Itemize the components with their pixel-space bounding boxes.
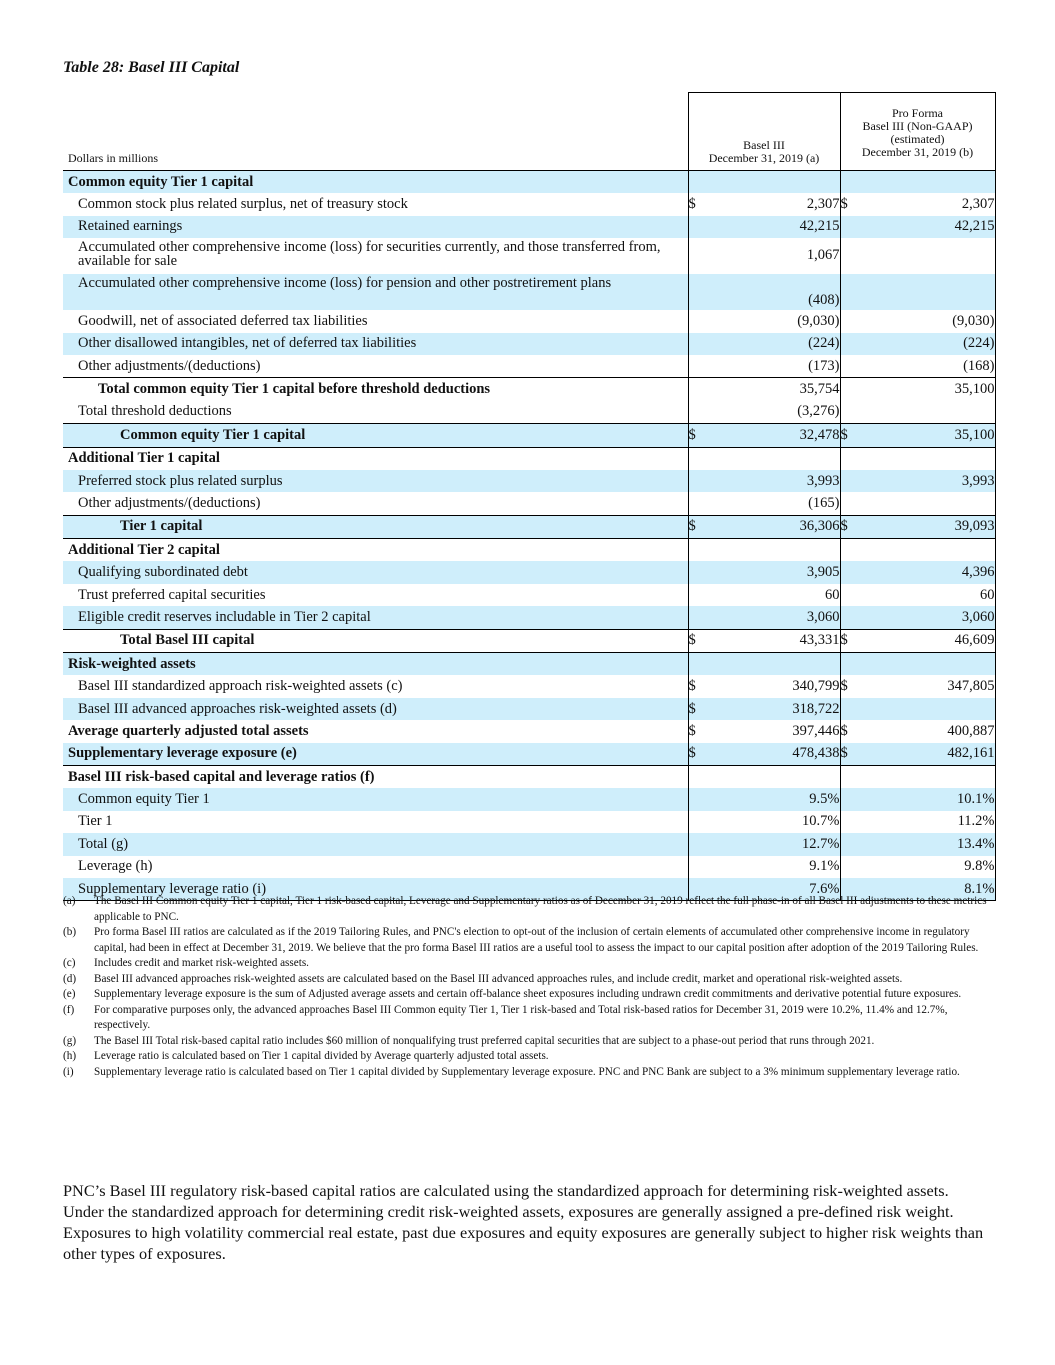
- dollar-sign-col2: [840, 216, 864, 238]
- value-basel-iii: (173): [808, 357, 840, 374]
- table-row: [63, 539, 995, 562]
- dollar-sign-col2: [840, 355, 864, 378]
- dollar-sign-col1: [688, 653, 712, 676]
- footnote-text: Supplementary leverage ratio is calculated based on Tier 1 capital divided by Supplementary leverage exposure. PNC and PNC Bank are subject to a 3% minimum supplementary leverage ratio.: [94, 1065, 960, 1078]
- table-row: [63, 675, 995, 697]
- value-pro-forma: 4,396: [864, 561, 995, 583]
- table-row: [63, 856, 995, 878]
- table-row: [63, 515, 995, 538]
- row-label: Tier 1: [78, 813, 113, 830]
- row-label: Additional Tier 1 capital: [63, 447, 688, 470]
- footnote: [63, 987, 995, 1003]
- header-units-label: Dollars in millions: [68, 151, 158, 165]
- dollar-sign-col1: $: [688, 720, 712, 742]
- row-label: Common equity Tier 1: [63, 788, 688, 810]
- value-basel-iii: 9.5%: [712, 788, 840, 810]
- value-basel-iii: 42,215: [712, 216, 840, 238]
- footnote-text: The Basel III Common equity Tier 1 capital, Tier 1 risk-based capital, Leverage and Supplementary ratios as of December 31, 2019 reflect the full phase-in of all Basel III adjustments to these metrics applicable to PNC.: [94, 895, 987, 923]
- header-basel-iii: Basel III December 31, 2019 (a): [688, 93, 840, 171]
- value-pro-forma: (224): [864, 333, 995, 355]
- value-pro-forma: 400,887: [864, 720, 995, 742]
- value-basel-iii: 32,478: [712, 424, 840, 447]
- row-label: Goodwill, net of associated deferred tax liabilities: [78, 312, 368, 329]
- dollar-sign-col1: [688, 355, 712, 378]
- row-label: Total Basel III capital: [63, 629, 688, 652]
- value-pro-forma: [864, 274, 995, 310]
- value-pro-forma: [864, 698, 995, 720]
- footnote-text: Includes credit and market risk-weighted assets.: [94, 957, 309, 969]
- footnote-text: Supplementary leverage exposure is the sum of Adjusted average assets and certain off-balance sheet exposures including undrawn credit commitments and derivative potential future exposures.: [94, 988, 962, 1000]
- row-label: Preferred stock plus related surplus: [63, 470, 688, 492]
- value-pro-forma: 347,805: [864, 675, 995, 697]
- dollar-sign-col1: $: [688, 424, 712, 447]
- table-row: [63, 238, 995, 274]
- row-label: Other adjustments/(deductions): [78, 357, 261, 374]
- table-row: [63, 653, 995, 676]
- dollar-sign-col2: $: [840, 424, 864, 447]
- row-label: Other disallowed intangibles, net of deferred tax liabilities: [63, 333, 688, 355]
- value-pro-forma: 482,161: [864, 743, 995, 766]
- table-row: [63, 606, 995, 629]
- table-row: [63, 698, 995, 720]
- row-label: Total (g): [63, 833, 688, 855]
- dollar-sign-col2: [840, 653, 864, 676]
- footnote-text: Pro forma Basel III ratios are calculated as if the 2019 Tailoring Rules, and PNC's election to opt-out of the inclusion of certain elements of accumulated other comprehensive income in regulatory capital, had been in effect at December 31, 2019. We believe that the pro forma Basel III ratios are a useful tool to assess the impact to our capital position after adoption of the 2019 Tailoring Rules.: [94, 926, 979, 954]
- footnote: [63, 1034, 995, 1050]
- basel-capital-table: [63, 92, 996, 901]
- dollar-sign-col2: $: [840, 629, 864, 652]
- footnote-key: (d): [63, 972, 77, 985]
- footnote-text: Leverage ratio is calculated based on Tier 1 capital divided by Average quarterly adjusted total assets.: [94, 1050, 549, 1062]
- value-basel-iii: 397,446: [792, 722, 840, 739]
- dollar-sign-col1: [688, 539, 712, 562]
- footnote-key: (h): [63, 1050, 77, 1062]
- dollar-sign-col2: $: [840, 515, 864, 538]
- value-basel-iii: 478,438: [712, 743, 840, 766]
- value-basel-iii: 36,306: [712, 515, 840, 538]
- row-label: Common equity Tier 1 capital: [63, 171, 688, 194]
- table-row: [63, 720, 995, 742]
- table-row: [63, 561, 995, 583]
- dollar-sign-col2: [840, 492, 864, 515]
- footnote: [63, 1049, 995, 1065]
- dollar-sign-col1: [688, 856, 712, 878]
- dollar-sign-col2: $: [840, 193, 864, 215]
- table-row: [63, 274, 995, 310]
- dollar-sign-col2: [840, 401, 864, 424]
- value-pro-forma: (168): [864, 355, 995, 378]
- footnote-key: (f): [63, 1003, 75, 1016]
- table-row: [63, 216, 995, 238]
- footnote: [63, 925, 995, 956]
- row-label: Basel III standardized approach risk-weighted assets (c): [78, 678, 403, 695]
- dollar-sign-col1: [688, 310, 712, 332]
- dollar-sign-col1: $: [688, 629, 712, 652]
- value-pro-forma: [864, 765, 995, 788]
- row-label: Accumulated other comprehensive income (loss) for securities currently, and those transferred from, available for sale: [78, 239, 661, 270]
- dollar-sign-col2: [840, 447, 864, 470]
- table-row: [63, 629, 995, 652]
- footnote: [63, 1065, 995, 1081]
- dollar-sign-col1: [688, 833, 712, 855]
- dollar-sign-col2: [840, 238, 864, 274]
- value-basel-iii: 2,307: [806, 196, 840, 213]
- value-pro-forma: [864, 653, 995, 676]
- row-label: Common stock plus related surplus, net of treasury stock: [78, 196, 408, 213]
- dollar-sign-col1: [688, 606, 712, 629]
- value-basel-iii: 12.7%: [712, 833, 840, 855]
- value-pro-forma: [864, 447, 995, 470]
- dollar-sign-col1: $: [688, 675, 712, 697]
- value-basel-iii: 1,067: [806, 246, 840, 263]
- dollar-sign-col2: [840, 584, 864, 606]
- row-label: Common equity Tier 1 capital: [63, 424, 688, 447]
- value-pro-forma: 46,609: [864, 629, 995, 652]
- dollar-sign-col1: [688, 401, 712, 424]
- value-basel-iii: 60: [825, 586, 840, 603]
- dollar-sign-col2: [840, 811, 864, 833]
- value-pro-forma: 9.8%: [864, 856, 995, 878]
- row-label: Eligible credit reserves includable in Tier 2 capital: [63, 606, 688, 629]
- value-basel-iii: 3,993: [712, 470, 840, 492]
- table-row: [63, 788, 995, 810]
- dollar-sign-col2: [840, 833, 864, 855]
- value-basel-iii: 43,331: [712, 629, 840, 652]
- footnote-key: (i): [63, 1065, 74, 1078]
- dollar-sign-col1: [688, 171, 712, 194]
- value-basel-iii: 3,905: [712, 561, 840, 583]
- row-label: Supplementary leverage exposure (e): [63, 743, 688, 766]
- footnote-key: (c): [63, 957, 76, 969]
- table-row: [63, 193, 995, 215]
- row-label: Other adjustments/(deductions): [78, 494, 261, 511]
- footnote: [63, 894, 995, 925]
- row-label: Basel III advanced approaches risk-weighted assets (d): [63, 698, 688, 720]
- value-pro-forma: 11.2%: [864, 811, 995, 833]
- value-pro-forma: 10.1%: [864, 788, 995, 810]
- dollar-sign-col1: [688, 561, 712, 583]
- value-basel-iii: 35,754: [712, 378, 840, 401]
- dollar-sign-col2: [840, 606, 864, 629]
- dollar-sign-col1: $: [688, 193, 712, 215]
- dollar-sign-col1: [688, 584, 712, 606]
- value-pro-forma: 42,215: [864, 216, 995, 238]
- dollar-sign-col2: [840, 561, 864, 583]
- value-basel-iii: 340,799: [792, 678, 840, 695]
- value-basel-iii: (165): [808, 494, 840, 511]
- header-pro-forma: Pro Forma Basel III (Non-GAAP) (estimated) December 31, 2019 (b): [840, 93, 995, 171]
- dollar-sign-col2: [840, 333, 864, 355]
- dollar-sign-col2: $: [840, 675, 864, 697]
- value-basel-iii: (3,276): [797, 403, 840, 420]
- table-row: [63, 492, 995, 515]
- value-pro-forma: 39,093: [864, 515, 995, 538]
- row-label: Retained earnings: [63, 216, 688, 238]
- dollar-sign-col1: [688, 378, 712, 401]
- row-label: Leverage (h): [78, 858, 153, 875]
- dollar-sign-col1: [688, 333, 712, 355]
- dollar-sign-col2: [840, 378, 864, 401]
- value-pro-forma: [864, 171, 995, 194]
- row-label: Qualifying subordinated debt: [63, 561, 688, 583]
- value-pro-forma: 13.4%: [864, 833, 995, 855]
- value-basel-iii: [712, 539, 840, 562]
- dollar-sign-col1: [688, 470, 712, 492]
- value-basel-iii: 7.6%: [712, 878, 840, 901]
- value-pro-forma: 2,307: [864, 193, 995, 215]
- dollar-sign-col1: [688, 274, 712, 310]
- table-row: [63, 333, 995, 355]
- dollar-sign-col2: [840, 856, 864, 878]
- value-basel-iii: (224): [712, 333, 840, 355]
- footnote: [63, 956, 995, 972]
- row-label: Accumulated other comprehensive income (loss) for pension and other postretirement plans: [63, 274, 688, 310]
- row-label: Risk-weighted assets: [63, 653, 688, 676]
- dollar-sign-col1: $: [688, 698, 712, 720]
- dollar-sign-col2: [840, 310, 864, 332]
- dollar-sign-col2: $: [840, 720, 864, 742]
- dollar-sign-col2: [840, 171, 864, 194]
- table-row: [63, 743, 995, 766]
- dollar-sign-col2: [840, 698, 864, 720]
- dollar-sign-col1: [688, 492, 712, 515]
- value-basel-iii: [712, 765, 840, 788]
- footnote: [63, 1003, 995, 1034]
- row-label: Additional Tier 2 capital: [63, 539, 688, 562]
- value-pro-forma: [864, 492, 995, 515]
- table-header-row: [63, 93, 995, 171]
- dollar-sign-col1: [688, 811, 712, 833]
- dollar-sign-col2: [840, 765, 864, 788]
- value-pro-forma: 35,100: [864, 424, 995, 447]
- footnotes: [63, 894, 995, 1080]
- table-row: [63, 424, 995, 447]
- value-basel-iii: (408): [712, 274, 840, 310]
- value-basel-iii: 318,722: [712, 698, 840, 720]
- table-row: [63, 765, 995, 788]
- dollar-sign-col1: [688, 447, 712, 470]
- body-paragraph: PNC’s Basel III regulatory risk-based capital ratios are calculated using the standardized approach for determining risk-weighted assets. Under the standardized approach for determining credit risk-weighted assets, exposures are generally assigned a pre-defined risk weight. Exposures to high volatility commercial real estate, past due exposures and equity exposures are generally subject to higher risk weights than other types of exposures.: [63, 1181, 984, 1263]
- table-row: [63, 401, 995, 424]
- dollar-sign-col2: [840, 788, 864, 810]
- value-pro-forma: [864, 401, 995, 424]
- dollar-sign-col2: [840, 274, 864, 310]
- value-pro-forma: 60: [864, 584, 995, 606]
- value-basel-iii: 9.1%: [809, 858, 840, 875]
- footnote-key: (e): [63, 988, 76, 1000]
- dollar-sign-col1: [688, 216, 712, 238]
- value-basel-iii: [712, 447, 840, 470]
- table-row: [63, 833, 995, 855]
- value-pro-forma: 35,100: [864, 378, 995, 401]
- value-pro-forma: [864, 238, 995, 274]
- footnote-key: (b): [63, 926, 77, 938]
- footnote-text: Basel III advanced approaches risk-weighted assets are calculated based on the Basel III advanced approaches rules, and include credit, market and operational risk-weighted assets.: [94, 972, 903, 985]
- value-pro-forma: [864, 539, 995, 562]
- row-label: Total threshold deductions: [78, 403, 232, 420]
- row-label: Supplementary leverage ratio (i): [63, 878, 688, 901]
- value-pro-forma: (9,030): [864, 310, 995, 332]
- dollar-sign-col1: $: [688, 515, 712, 538]
- value-basel-iii: 3,060: [712, 606, 840, 629]
- table-title: Table 28: Basel III Capital: [63, 59, 240, 76]
- row-label: Average quarterly adjusted total assets: [68, 722, 309, 739]
- table-row: [63, 811, 995, 833]
- table-row: [63, 310, 995, 332]
- dollar-sign-col1: $: [688, 743, 712, 766]
- row-label: Trust preferred capital securities: [78, 586, 266, 603]
- dollar-sign-col1: [688, 238, 712, 274]
- row-label: Total common equity Tier 1 capital before threshold deductions: [63, 378, 688, 401]
- dollar-sign-col2: [840, 470, 864, 492]
- dollar-sign-col1: [688, 788, 712, 810]
- row-label: Basel III risk-based capital and leverage ratios (f): [63, 765, 688, 788]
- footnote-text: The Basel III Total risk-based capital ratio includes $60 million of nonqualifying trust preferred capital securities that are subject to a phase-out period that runs through 2021.: [94, 1034, 875, 1047]
- table-row: [63, 447, 995, 470]
- value-pro-forma: 3,993: [864, 470, 995, 492]
- value-pro-forma: 8.1%: [864, 878, 995, 901]
- footnote-text: For comparative purposes only, the advanced approaches Basel III Common equity Tier 1, Tier 1 risk-based and Total risk-based ratios for December 31, 2019 were 10.2%, 11.4% and 12.7%, respectively.: [94, 1003, 948, 1031]
- value-basel-iii: [712, 171, 840, 194]
- value-pro-forma: 3,060: [864, 606, 995, 629]
- table-row: [63, 355, 995, 378]
- value-basel-iii: [712, 653, 840, 676]
- footnote: [63, 972, 995, 988]
- value-basel-iii: (9,030): [797, 312, 840, 329]
- table-row: [63, 470, 995, 492]
- table-row: [63, 584, 995, 606]
- table-row: [63, 171, 995, 194]
- dollar-sign-col1: [688, 765, 712, 788]
- dollar-sign-col2: [840, 539, 864, 562]
- value-basel-iii: 10.7%: [802, 813, 840, 830]
- row-label: Tier 1 capital: [63, 515, 688, 538]
- footnote-key: (g): [63, 1034, 77, 1047]
- table-row: [63, 378, 995, 401]
- footnote-key: (a): [63, 895, 76, 907]
- dollar-sign-col2: $: [840, 743, 864, 766]
